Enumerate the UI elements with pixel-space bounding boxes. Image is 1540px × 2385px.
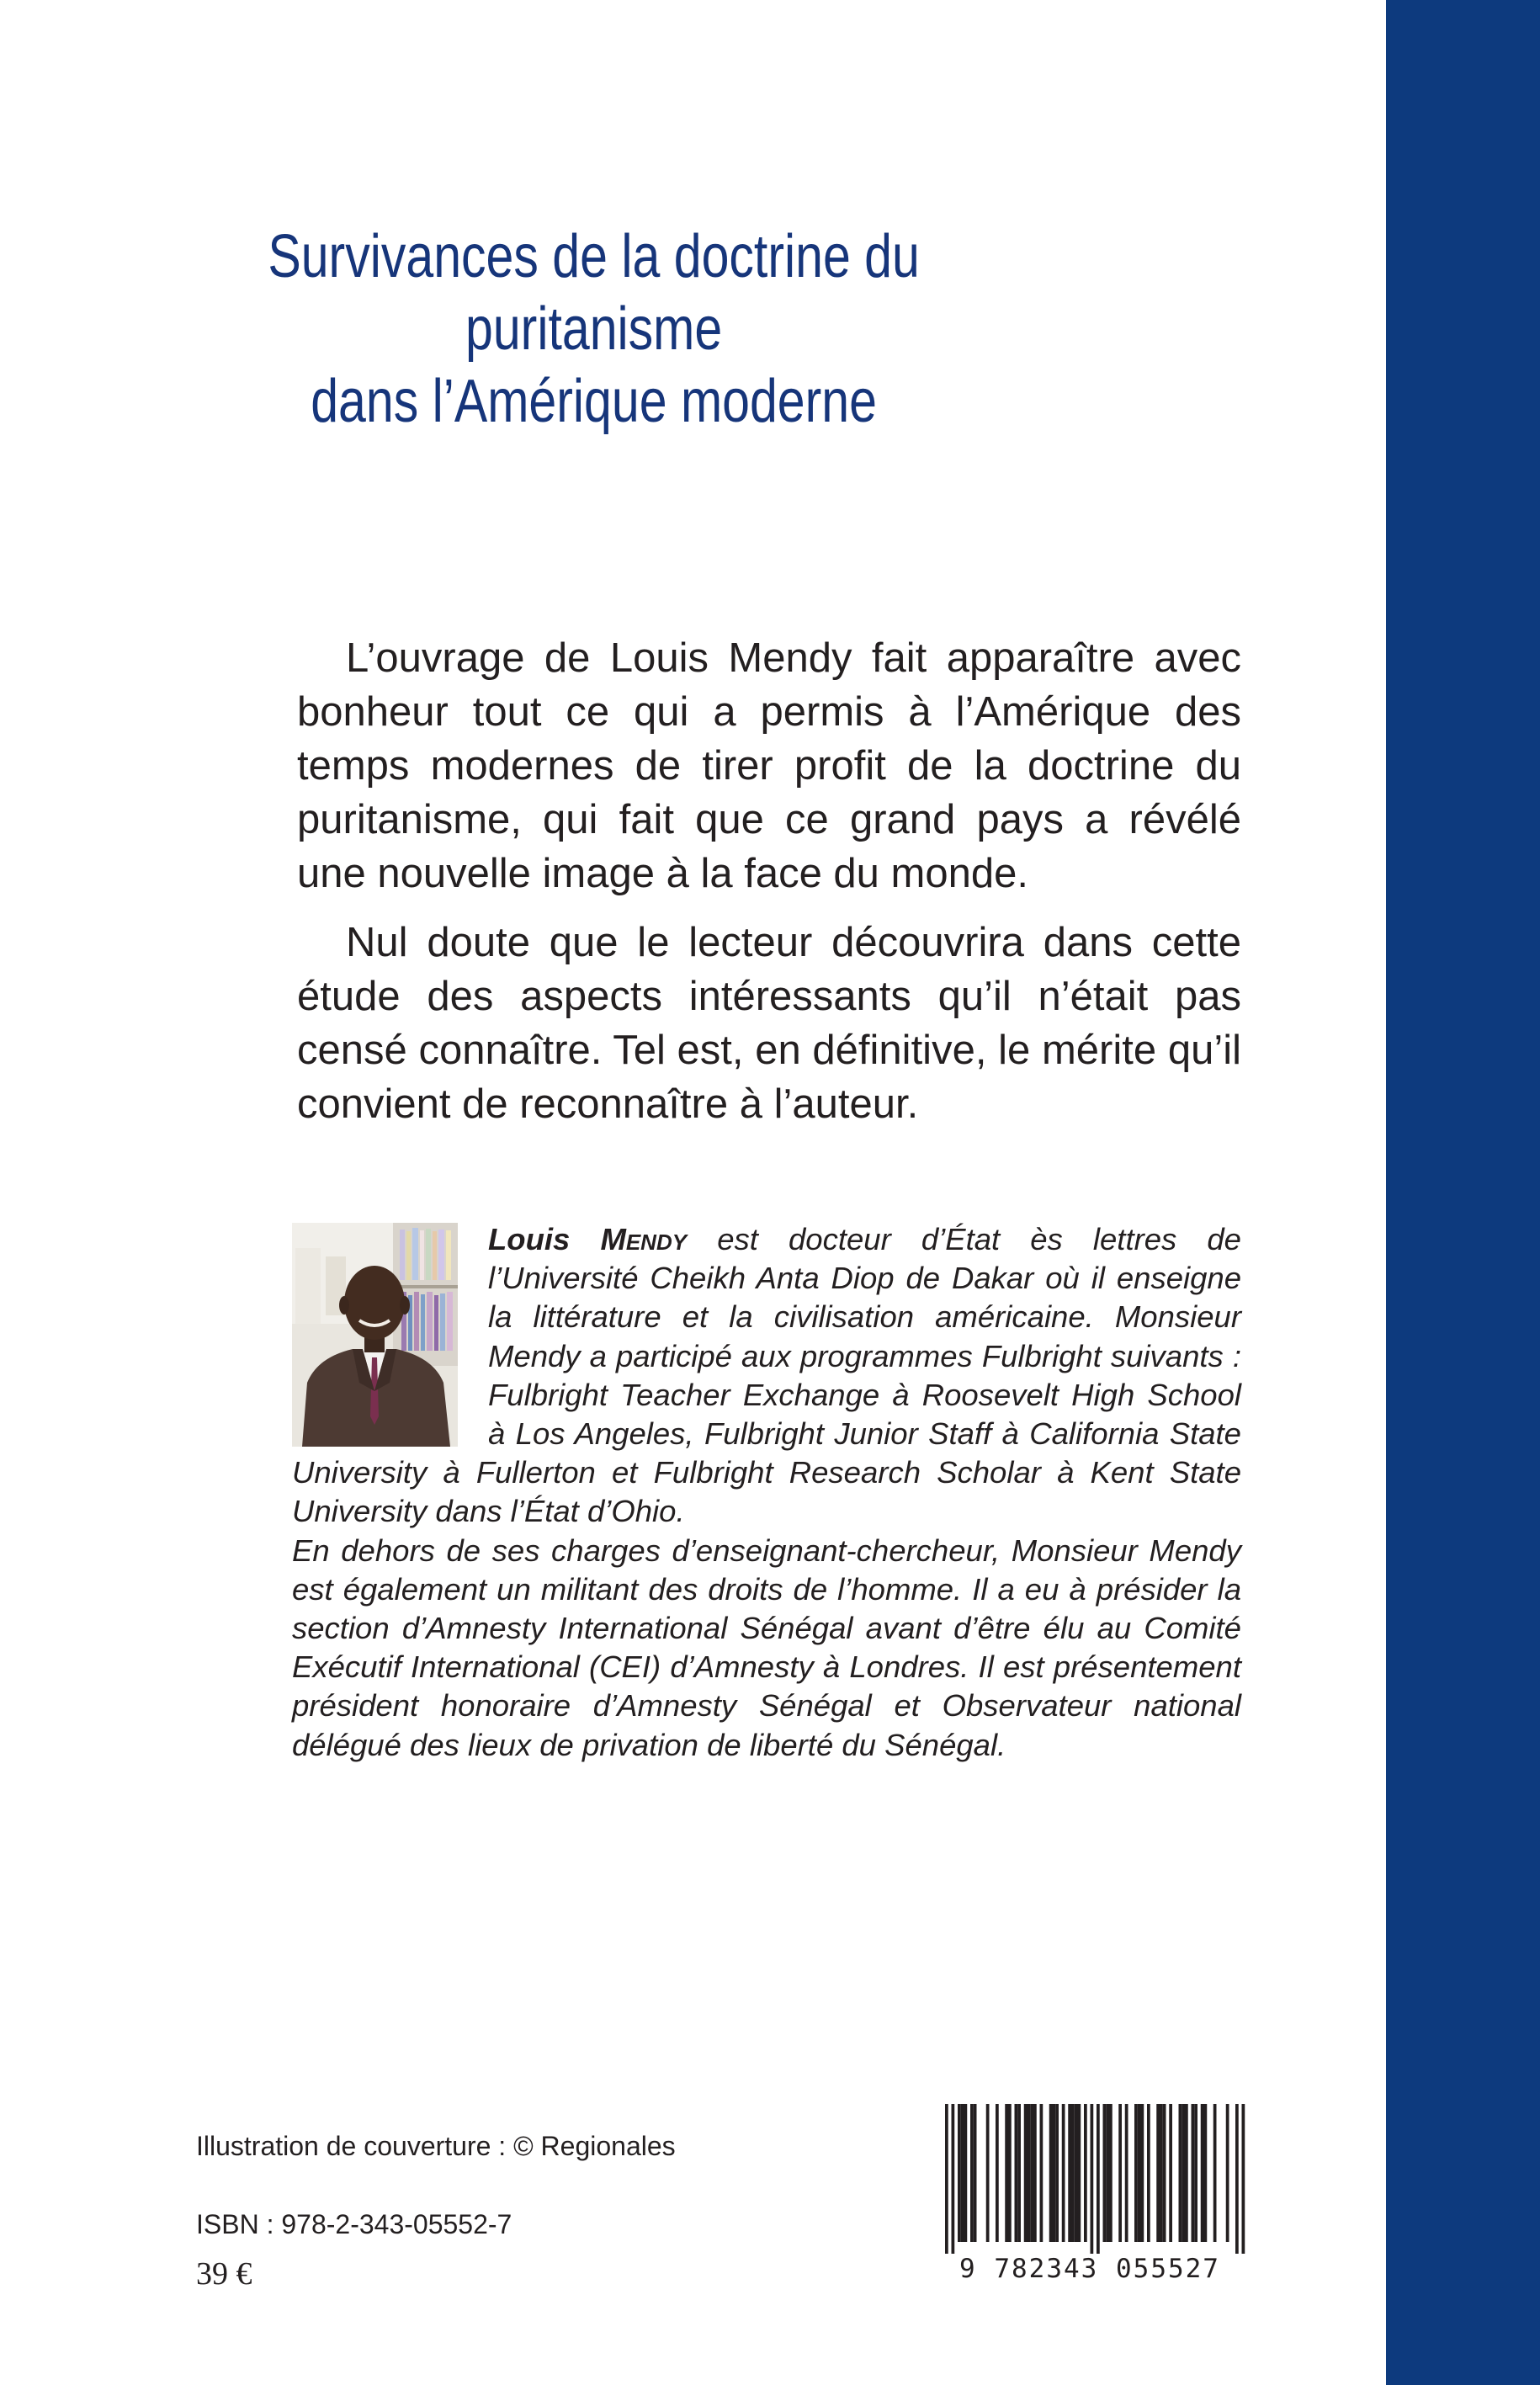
barcode-bar (945, 2104, 948, 2254)
barcode-bar (1141, 2104, 1144, 2242)
barcode-bar (1053, 2104, 1056, 2242)
barcode-bar (1040, 2104, 1043, 2242)
barcode-bar (1015, 2104, 1018, 2242)
barcode-bar (952, 2104, 955, 2254)
barcode-bar (1028, 2104, 1031, 2242)
barcode-bar (1078, 2104, 1081, 2242)
barcode-bar (970, 2104, 974, 2242)
barcode-digits: 9 782343 055527 (959, 2254, 1220, 2284)
barcode-bar (1194, 2104, 1197, 2242)
barcode-bar (1062, 2104, 1065, 2242)
barcode-bar (1156, 2104, 1160, 2242)
barcode-bar (1024, 2104, 1028, 2242)
barcode-bar (1008, 2104, 1012, 2242)
barcode-bar (1005, 2104, 1008, 2242)
barcode-bar (1109, 2104, 1113, 2242)
summary-paragraph-1: L’ouvrage de Louis Mendy fait apparaître avec bonheur tout ce qui a permis à l’Amérique des temps modernes de tirer profit de la doctrine du puritanisme, qui fait que ce grand pays a révélé une nouvelle image à la face du monde. (297, 635, 1241, 896)
author-bio (292, 1220, 1241, 1765)
barcode-bar (1033, 2104, 1037, 2242)
barcode-bar (1106, 2104, 1109, 2242)
author-last-name: Mendy (600, 1222, 688, 1256)
isbn: ISBN : 978-2-343-05552-7 (196, 2209, 512, 2239)
barcode-bar (1125, 2104, 1128, 2242)
barcode-bar (1169, 2104, 1172, 2242)
barcode-bar (1147, 2104, 1150, 2242)
barcode-bar (1179, 2104, 1182, 2242)
barcode-bar (1242, 2104, 1245, 2254)
barcode-bar (1075, 2104, 1078, 2242)
barcode-bar (1049, 2104, 1053, 2242)
barcode-bar (1163, 2104, 1166, 2242)
barcode-bar (958, 2104, 961, 2242)
title-line-1: Survivances de la doctrine du puritanisme (268, 223, 920, 363)
summary-paragraph-2: Nul doute que le lecteur découvrira dans cette étude des aspects intéressants qu’il n’était pas censé connaître. Tel est, en définitive, le mérite qu’il convient de reconnaître à l’auteur. (297, 920, 1241, 1127)
barcode-bar (1071, 2104, 1075, 2242)
barcode-bar (1160, 2104, 1163, 2242)
barcode-bar (1138, 2104, 1141, 2242)
bio-paragraph-2: En dehors de ses charges d’enseignant-chercheur, Monsieur Mendy est également un militant des droits de l’homme. Il a eu à présider la section d’Amnesty International Sénégal avant d’être élu au Comité Exécutif International (CEI) d’Amnesty à Londres. Il est présentement président honoraire d’Amnesty Sénégal et Observateur national délégué des lieux de privation de liberté du Sénégal. (292, 1532, 1241, 1762)
barcode-bar (1017, 2104, 1021, 2242)
bio-text-1: est docteur d’État ès lettres de l’Université Cheikh Anta Diop de Dakar où il enseigne la littérature et la civilisation américaine. Monsieur Mendy a participé aux programmes Fulbright suivants : Fulbright Teacher Exchange à Roosevelt High School à Los Angeles, Fulbright Junior Staff à California State University à Fullerton et Fulbright Research Scholar à Kent State University dans l’État d’Ohio. (292, 1222, 1241, 1529)
barcode-bar (1103, 2104, 1107, 2242)
barcode-bar (986, 2104, 990, 2242)
barcode (932, 2101, 1251, 2284)
author-photo (292, 1223, 458, 1447)
spine-band (1386, 0, 1540, 2385)
barcode-bar (974, 2104, 977, 2242)
barcode-bar (1226, 2104, 1229, 2242)
title-line-2: dans l’Amérique moderne (311, 368, 877, 435)
barcode-bar (1030, 2104, 1033, 2242)
barcode-bar (1192, 2104, 1195, 2242)
book-summary (297, 631, 1241, 1146)
barcode-bar (1084, 2104, 1087, 2242)
barcode-bar (1091, 2104, 1094, 2254)
barcode-bar (964, 2104, 968, 2242)
author-first-name: Louis (488, 1222, 571, 1256)
barcode-bar (1182, 2104, 1185, 2242)
barcode-bar (1068, 2104, 1071, 2242)
barcode-bar (1201, 2104, 1204, 2242)
barcode-bar (1204, 2104, 1208, 2242)
illustration-credit: Illustration de couverture : © Regionales (196, 2131, 676, 2161)
barcode-bar (996, 2104, 999, 2242)
barcode-bar (1185, 2104, 1188, 2242)
barcode-bar (961, 2104, 964, 2242)
barcode-bar (1235, 2104, 1239, 2254)
barcode-bar (1055, 2104, 1059, 2242)
barcode-bar (1097, 2104, 1100, 2254)
book-title (194, 220, 994, 438)
price: 39 € (196, 2256, 252, 2292)
barcode-bar (1213, 2104, 1217, 2242)
barcode-bar (1134, 2104, 1138, 2242)
barcode-bar (1118, 2104, 1122, 2242)
